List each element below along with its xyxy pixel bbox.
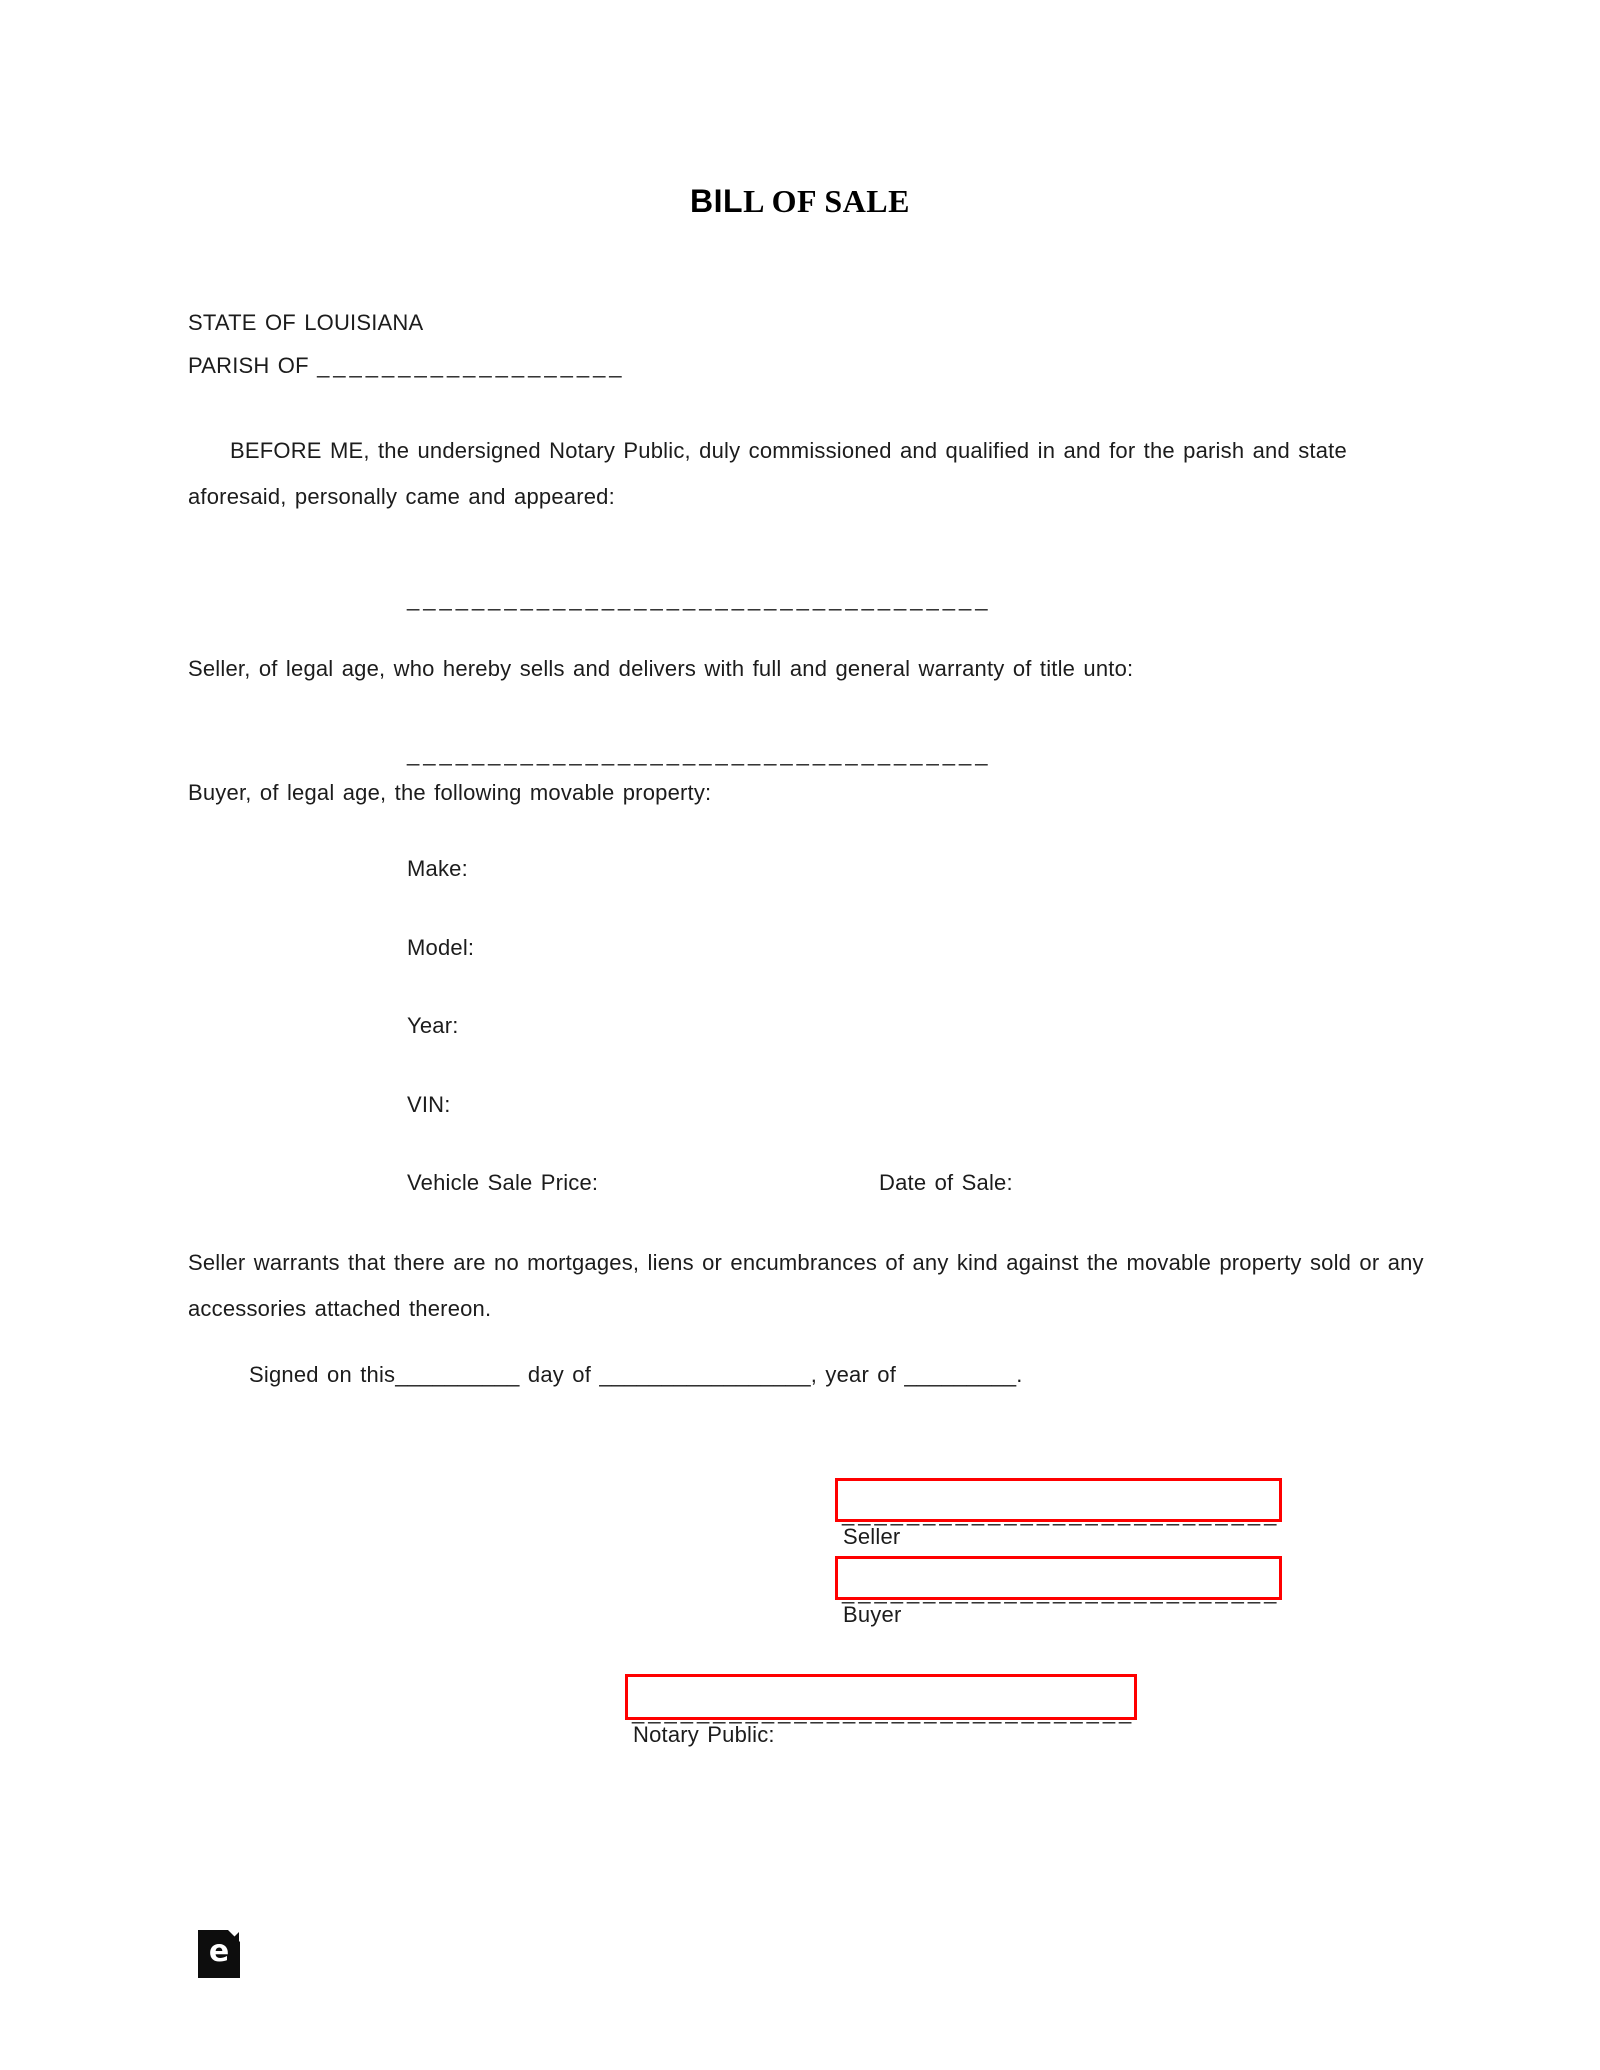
- parish-blank-field: ___________________: [317, 353, 626, 378]
- notary-signature-field[interactable]: [625, 1674, 1137, 1724]
- seller-clause: Seller, of legal age, who hereby sells and delivers with full and general warranty of title unto:: [188, 656, 1134, 681]
- signed-suffix: .: [1016, 1362, 1023, 1387]
- signed-month-blank: _________________: [599, 1362, 811, 1387]
- buyer-signature-line: ___________________________: [842, 1579, 1281, 1604]
- signed-mid2: , year of: [810, 1362, 905, 1387]
- signed-year-blank: _________: [904, 1362, 1017, 1387]
- seller-name-blank: ____________________________________: [407, 586, 992, 611]
- warranty-paragraph: Seller warrants that there are no mortgages, liens or encumbrances of any kind against the movable property sold or any accessories attached thereon.: [188, 1250, 1424, 1321]
- buyer-name-blank: ____________________________________: [407, 741, 992, 766]
- field-year-label: Year:: [407, 1013, 459, 1038]
- parish-label: PARISH OF: [188, 353, 318, 378]
- page-title: [0, 183, 1600, 220]
- field-make-label: Make:: [407, 856, 468, 881]
- signed-on-line: [249, 1362, 1023, 1388]
- field-date-of-sale-label: Date of Sale:: [879, 1170, 1013, 1195]
- eforms-logo-letter: e: [208, 1934, 230, 1969]
- field-model-label: Model:: [407, 935, 475, 960]
- page-title-part-2: L OF SALE: [743, 183, 910, 219]
- buyer-signature-field[interactable]: [835, 1556, 1282, 1604]
- buyer-clause: Buyer, of legal age, the following movable property:: [188, 780, 712, 805]
- parish-line: [188, 353, 626, 379]
- seller-signature-field[interactable]: [835, 1478, 1282, 1526]
- intro-paragraph: BEFORE ME, the undersigned Notary Public, duly commissioned and qualified in and for the parish and state aforesaid, personally came and appeared:: [188, 438, 1347, 509]
- signed-day-blank: __________: [395, 1362, 520, 1387]
- signed-mid1: day of: [519, 1362, 600, 1387]
- eforms-logo: [198, 1930, 240, 1978]
- signed-prefix: Signed on this: [249, 1362, 396, 1387]
- state-line: STATE OF LOUISIANA: [188, 310, 424, 335]
- seller-signature-label: Seller: [843, 1524, 901, 1549]
- seller-signature-line: ___________________________: [842, 1501, 1281, 1526]
- field-sale-price-label: Vehicle Sale Price:: [407, 1170, 599, 1195]
- page-title-part-1: BIL: [690, 183, 744, 219]
- notary-signature-line: _______________________________: [632, 1699, 1136, 1724]
- notary-signature-label: Notary Public:: [633, 1722, 775, 1747]
- field-vin-label: VIN:: [407, 1092, 451, 1117]
- buyer-signature-label: Buyer: [843, 1602, 902, 1627]
